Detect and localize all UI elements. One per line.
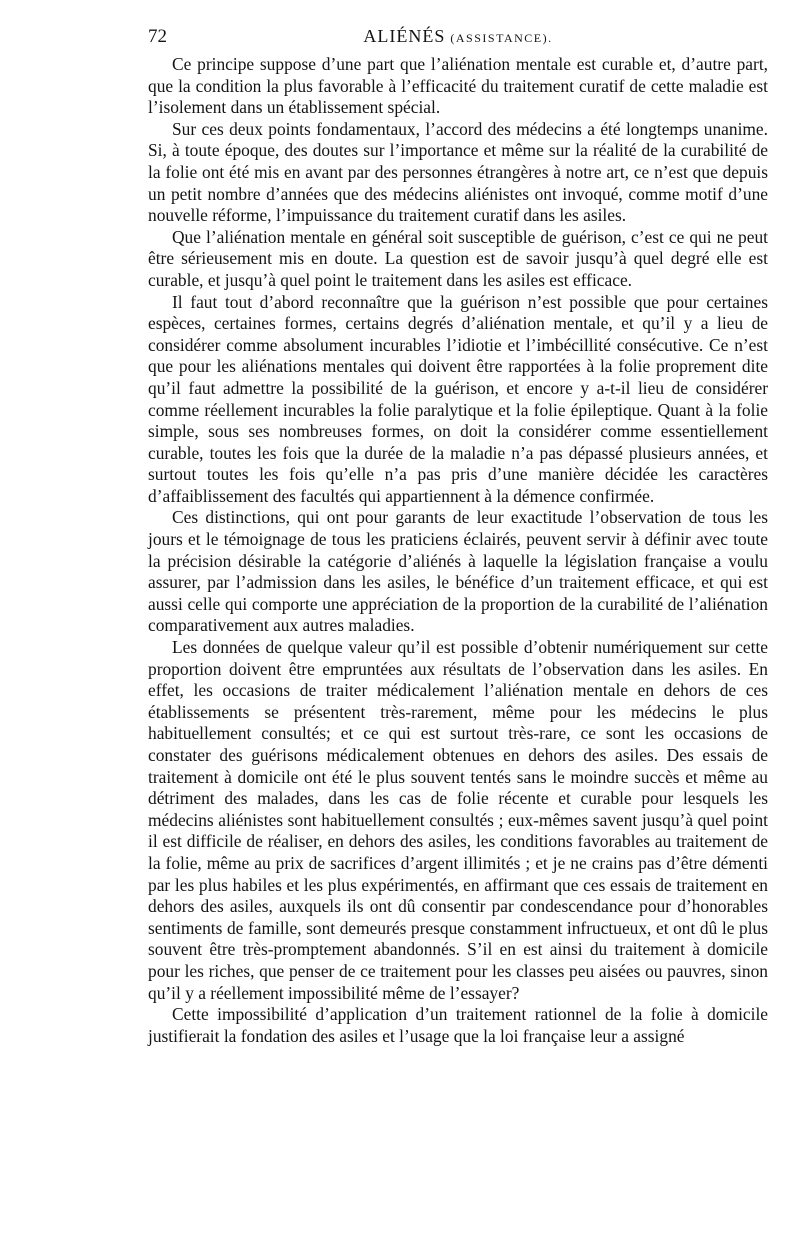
paragraph: Il faut tout d’abord reconnaître que la guérison n’est possible que pour certaines espèces, certaines formes, certains degrés d’aliénation mentale, et qu’il y a lieu de considérer comme absolument incurables l’idiotie et l’imbécillité consécutive. Ce n’est que pour les aliénations mentales qui doivent être rapportées à la folie proprement dite qu’il faut admettre la possibilité de la guérison, et encore y a-t-il lieu de considérer comme réellement incurables la folie paralytique et la folie épileptique. Quant à la folie simple, sous ses nombreuses formes, on doit la considérer comme essentiellement curable, toutes les fois que la durée de la maladie n’a pas dépassé plusieurs années, et surtout toutes les fois qu’elle n’a pas pris d’une manière décidée les caractères d’affaiblissement des facultés qui appartiennent à la démence confirmée. <box>148 291 768 506</box>
running-title-sub: (ASSISTANCE). <box>450 31 553 45</box>
paragraph: Ces distinctions, qui ont pour garants de leur exactitude l’observation de tous les jours et le témoignage de tous les praticiens éclairés, peuvent servir à définir avec toute la précision désirable la catégorie d’aliénés à laquelle la législation française a voulu assurer, par l’admission dans les asiles, le bénéfice d’un traitement efficace, et qui est aussi celle qui comporte une appréciation de la proportion de la curabilité de l’aliénation comparativement aux autres maladies. <box>148 507 768 636</box>
running-title <box>148 26 768 47</box>
running-title-main: ALIÉNÉS <box>363 26 446 46</box>
paragraph: Ce principe suppose d’une part que l’aliénation mentale est curable et, d’autre part, que la condition la plus favorable à l’efficacité du traitement curatif de cette maladie est l’isolement dans un établissement spécial. <box>148 54 768 118</box>
paragraph: Les données de quelque valeur qu’il est possible d’obtenir numériquement sur cette proportion doivent être empruntées aux résultats de l’observation dans les asiles. En effet, les occasions de traiter médicalement l’aliénation mentale en dehors de ces établissements se présentent très-rarement, même pour les médecins le plus habituellement consultés; et ce qui est surtout très-rare, ce sont les occasions de constater des guérisons médicalement obtenues en dehors des asiles. Des essais de traitement à domicile ont été le plus souvent tentés sans le moindre succès et même au détriment des malades, dans les cas de folie récente et curable pour lesquels les médecins aliénistes sont habituellement consultés ; eux-mêmes savent jusqu’à quel point il est difficile de réaliser, en dehors des asiles, les conditions favorables au traitement de la folie, même au prix de sacrifices d’argent illimités ; et je ne crains pas d’être démenti par les plus habiles et les plus expérimentés, en affirmant que ces essais de traitement en dehors des asiles, auxquels ils ont dû consentir par condescendance pour d’honorables sentiments de famille, sont demeurés presque constamment infructueux, et ont dû le plus souvent être très-promptement abandonnés. S’il en est ainsi du traitement à domicile pour les riches, que penser de ce traitement pour les classes peu aisées ou pauvres, sinon qu’il y a réellement impossibilité même de l’essayer? <box>148 637 768 1003</box>
paragraph: Que l’aliénation mentale en général soit susceptible de guérison, c’est ce qui ne peut être sérieusement mis en doute. La question est de savoir jusqu’à quel degré elle est curable, et jusqu’à quel point le traitement dans les asiles est efficace. <box>148 226 768 290</box>
running-head <box>148 22 768 54</box>
page-number: 72 <box>148 26 167 47</box>
paragraph: Cette impossibilité d’application d’un traitement rationnel de la folie à domicile justifierait la fondation des asiles et l’usage que la loi française leur a assigné <box>148 1004 768 1046</box>
body-text <box>148 54 768 1047</box>
book-page <box>148 22 768 1047</box>
paragraph: Sur ces deux points fondamentaux, l’accord des médecins a été longtemps unanime. Si, à toute époque, des doutes sur l’importance et même sur la réalité de la curabilité de la folie ont été mis en avant par des personnes étrangères à notre art, ce n’est que depuis un petit nombre d’années que des médecins aliénistes ont invoqué, comme motif d’une nouvelle réforme, l’impuissance du traitement curatif dans les asiles. <box>148 118 768 226</box>
